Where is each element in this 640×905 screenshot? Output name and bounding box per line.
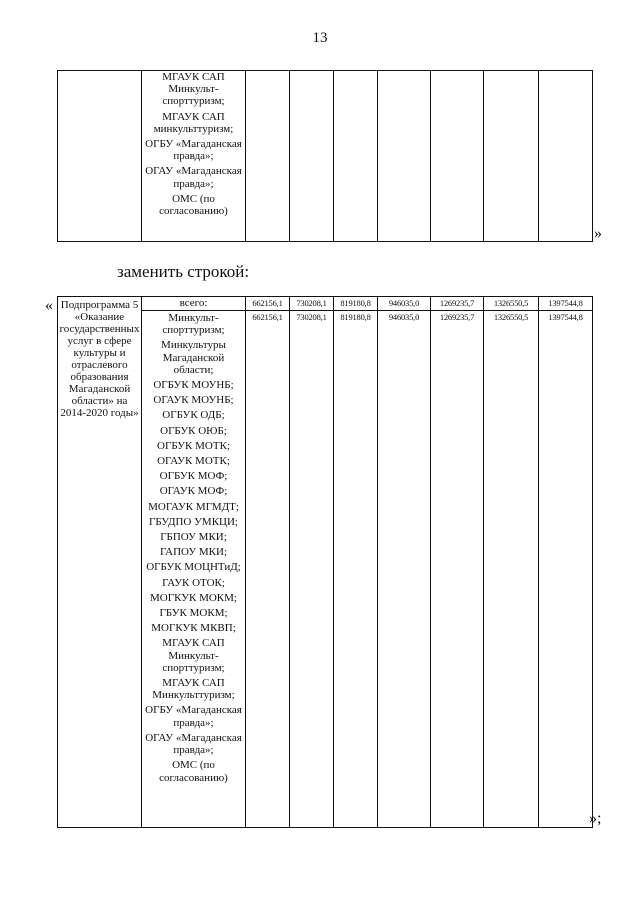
executor-item: ОГБУК МОТК; bbox=[157, 439, 230, 452]
executor-item: ОГАУК МОФ; bbox=[159, 485, 228, 498]
executor-item: ОГБУ «Магаданская правда»; bbox=[145, 138, 242, 163]
executor-item: ОГБУК МОЦНТиД; bbox=[146, 561, 241, 574]
top-value-cell bbox=[431, 71, 484, 242]
top-table-fragment bbox=[57, 70, 593, 242]
executor-item: ГБУДПО УМКЦИ; bbox=[149, 515, 238, 528]
executor-item: МОГКУК МКВП; bbox=[151, 622, 236, 635]
executor-item: ОГАУ «Магаданская правда»; bbox=[145, 165, 242, 190]
total-value: 819180,8 bbox=[334, 297, 378, 311]
row-value: 662156,1 bbox=[246, 311, 290, 828]
row-value: 1326550,5 bbox=[484, 311, 539, 828]
bottom-close-quote: »; bbox=[589, 810, 602, 827]
top-executors-cell bbox=[142, 71, 246, 242]
executor-item: ОГАУК МОТК; bbox=[157, 455, 230, 468]
replace-instruction: заменить строкой: bbox=[117, 262, 250, 281]
row-value: 730208,1 bbox=[290, 311, 334, 828]
executor-item: ОГБУ «Магаданская правда»; bbox=[145, 704, 242, 729]
executor-item: МГАУК САП Минкульт-спорттуризм; bbox=[162, 637, 225, 674]
top-empty-cell bbox=[58, 71, 142, 242]
top-value-cell bbox=[334, 71, 378, 242]
executor-item: ГБПОУ МКИ; bbox=[160, 531, 227, 544]
total-value: 1269235,7 bbox=[431, 297, 484, 311]
total-value: 946035,0 bbox=[378, 297, 431, 311]
executor-item: МОГКУК МОКМ; bbox=[150, 591, 237, 604]
total-value: 1326550,5 bbox=[484, 297, 539, 311]
executor-item: МГАУК САП минкульттуризм; bbox=[153, 110, 234, 135]
executor-item: ОГБУК ОЮБ; bbox=[160, 424, 227, 437]
top-close-quote: » bbox=[594, 225, 602, 242]
executor-item: ГБУК МОКМ; bbox=[159, 607, 228, 620]
executor-item: МОГАУК МГМДТ; bbox=[148, 500, 239, 513]
executors-cell bbox=[142, 311, 246, 828]
top-value-cell bbox=[484, 71, 539, 242]
page-number: 13 bbox=[312, 30, 328, 46]
executor-item: ОМС (по согласованию) bbox=[159, 192, 228, 218]
executor-item: МГАУК САП Минкульттуризм; bbox=[152, 677, 235, 702]
executor-item: Минкультуры Магаданской области; bbox=[161, 339, 226, 376]
executor-item: ОГАУК МОУНБ; bbox=[153, 394, 234, 407]
row-value: 1397544,8 bbox=[539, 311, 593, 828]
executor-item: ГАПОУ МКИ; bbox=[159, 546, 228, 559]
row-value: 946035,0 bbox=[378, 311, 431, 828]
total-row bbox=[58, 297, 593, 311]
executor-item: Минкульт-спорттуризм; bbox=[162, 312, 225, 337]
top-value-cell bbox=[290, 71, 334, 242]
total-label: всего: bbox=[142, 297, 246, 311]
executor-item: ОГБУК МОУНБ; bbox=[153, 379, 234, 392]
top-value-cell bbox=[246, 71, 290, 242]
row-value: 1269235,7 bbox=[431, 311, 484, 828]
total-value: 1397544,8 bbox=[539, 297, 593, 311]
subprogram-name-cell: Подпрограмма 5 «Оказание государственных услуг в сфере культуры и отраслевого образования Магаданской области» на 2014-2020 годы» bbox=[58, 297, 142, 828]
executor-item: ОГАУ «Магаданская правда»; bbox=[145, 731, 242, 757]
executor-item: МГАУК САП Минкульт-спорттуризм; bbox=[162, 71, 225, 108]
total-value: 662156,1 bbox=[246, 297, 290, 311]
top-value-cell bbox=[378, 71, 431, 242]
top-value-cell bbox=[539, 71, 593, 242]
executor-item: ОГБУК ОДБ; bbox=[162, 409, 225, 422]
row-value: 819180,8 bbox=[334, 311, 378, 828]
executor-item: ОГБУК МОФ; bbox=[159, 470, 228, 483]
subprogram-table bbox=[57, 296, 593, 828]
executor-item: ОМС (по согласованию) bbox=[159, 759, 228, 784]
executor-item: ГАУК ОТОК; bbox=[162, 576, 225, 589]
total-value: 730208,1 bbox=[290, 297, 334, 311]
bottom-open-quote: « bbox=[45, 297, 53, 314]
